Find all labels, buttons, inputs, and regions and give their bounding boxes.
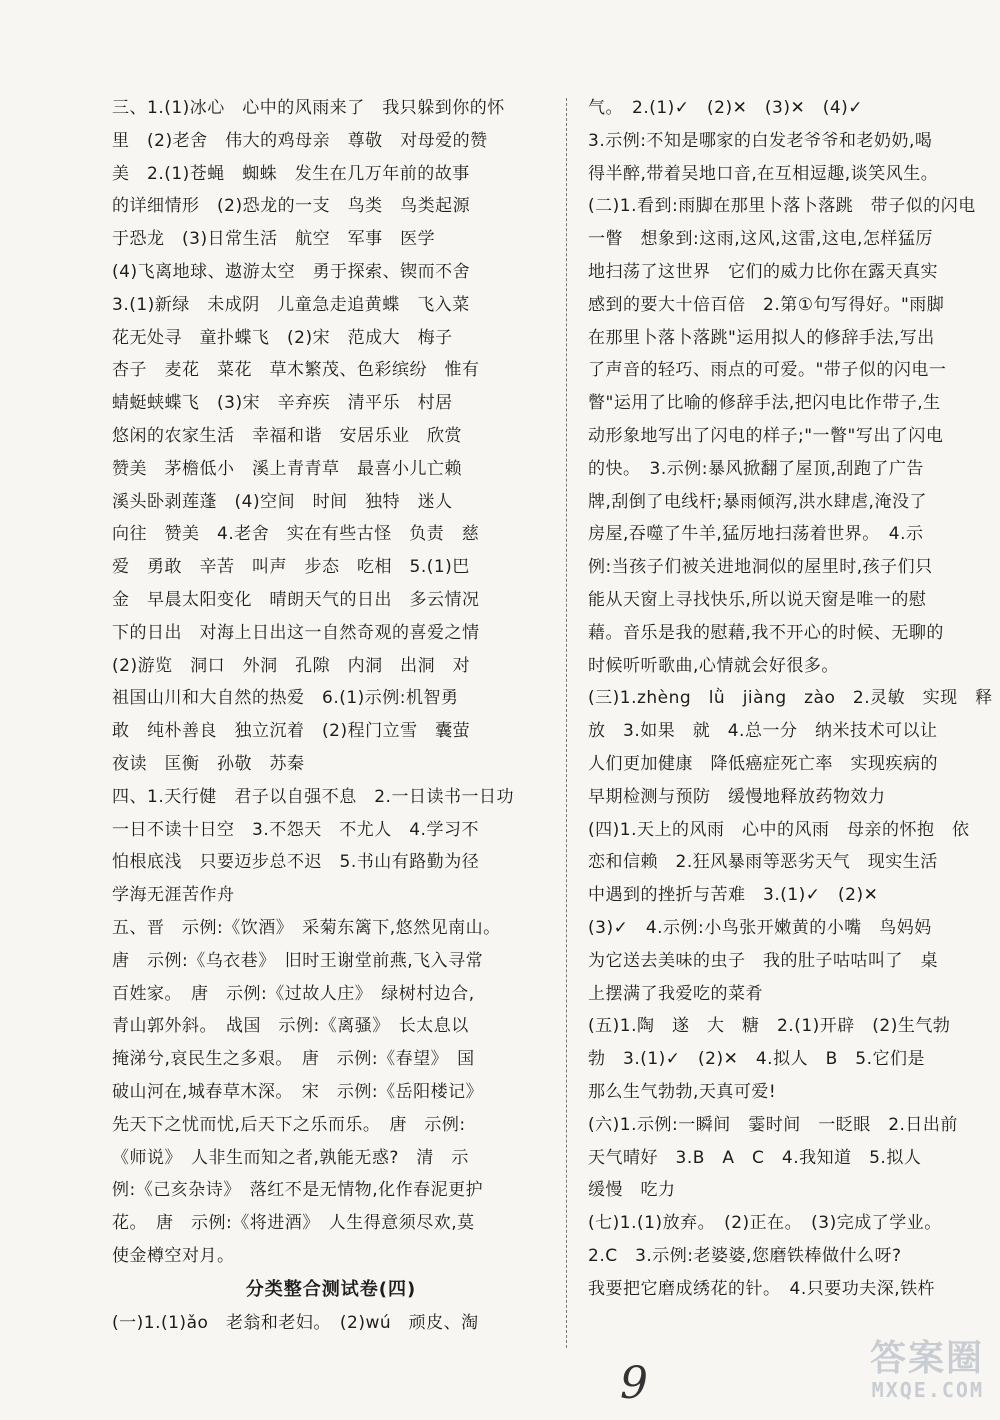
text-line: 百姓家。 唐 示例:《过故人庄》 绿树村边合,: [112, 983, 475, 1004]
text-line: 四、1.天行健 君子以自强不息 2.一日读书一日功: [112, 786, 514, 807]
text-line: (3)✓ 4.示例:小鸟张开嫩黄的小嘴 鸟妈妈: [588, 917, 932, 938]
text-line: 的详细情形 (2)恐龙的一支 鸟类 鸟类起源: [112, 196, 471, 217]
text-line: 2.C 3.示例:老婆婆,您磨铁棒做什么呀?: [588, 1245, 902, 1266]
text-line: 缓慢 吃力: [588, 1180, 676, 1201]
text-line: 地扫荡了这世界 它们的威力比你在露天真实: [588, 261, 938, 282]
text-line: 上摆满了我爱吃的菜肴: [588, 983, 763, 1004]
page-number: 9: [620, 1358, 648, 1409]
text-line: (六)1.示例:一瞬间 霎时间 一眨眼 2.日出前: [588, 1114, 958, 1135]
text-line: 破山河在,城春草木深。 宋 示例:《岳阳楼记》: [112, 1081, 484, 1102]
text-line: 怕根底浅 只要迈步总不迟 5.书山有路勤为径: [112, 852, 480, 873]
text-line: 气。 2.(1)✓ (2)✕ (3)✕ (4)✓: [588, 98, 864, 118]
text-line: (三)1.zhèng lǜ jiàng zào 2.灵敏 实现 释: [588, 688, 993, 709]
text-line: 先天下之忧而忧,后天下之乐而乐。 唐 示例:: [112, 1114, 466, 1135]
text-line: 瞥"运用了比喻的修辞手法,把闪电比作带子,生: [588, 393, 941, 414]
text-line: 能从天窗上寻找快乐,所以说天窗是唯一的慰: [588, 589, 927, 610]
text-line: 一日不读十日空 3.不怨天 不尤人 4.学习不: [112, 819, 479, 840]
text-line: 敢 纯朴善良 独立沉着 (2)程门立雪 囊萤: [112, 721, 471, 742]
text-line: 中遇到的挫折与苦难 3.(1)✓ (2)✕: [588, 885, 879, 906]
text-line: 天气晴好 3.B A C 4.我知道 5.拟人: [588, 1147, 922, 1168]
text-line: 金 早晨太阳变化 晴朗天气的日出 多云情况: [112, 589, 480, 610]
text-line: 蜻蜓蛱蝶飞 (3)宋 辛弃疾 清平乐 村居: [112, 393, 453, 414]
column-divider: [566, 98, 568, 1348]
text-line: 恋和信赖 2.狂风暴雨等恶劣天气 现实生活: [588, 852, 938, 873]
text-line: 例:当孩子们被关进地洞似的屋里时,孩子们只: [588, 557, 933, 578]
text-line: 勃 3.(1)✓ (2)✕ 4.拟人 B 5.它们是: [588, 1049, 925, 1070]
text-line: 一瞥 想象到:这雨,这风,这雷,这电,怎样猛厉: [588, 229, 933, 250]
text-line: 为它送去美味的虫子 我的肚子咕咕叫了 桌: [588, 950, 938, 971]
text-line: 青山郭外斜。 战国 示例:《离骚》 长太息以: [112, 1016, 469, 1037]
right-answer-column: [588, 92, 1000, 1305]
watermark-url: MXQE.COM: [871, 1378, 984, 1402]
watermark-logo: [834, 1330, 984, 1410]
text-line: 动形象地写出了闪电的样子;"一瞥"写出了闪电: [588, 425, 944, 446]
text-line: 祖国山川和大自然的热爱 6.(1)示例:机智勇: [112, 688, 459, 709]
left-answer-column: [112, 92, 550, 1339]
text-line: 花无处寻 童扑蝶飞 (2)宋 范成大 梅子: [112, 327, 453, 348]
text-line: 3.示例:不知是哪家的白发老爷爷和老奶奶,喝: [588, 130, 933, 151]
text-line: 我要把它磨成绣花的针。 4.只要功夫深,铁杵: [588, 1278, 936, 1299]
text-line: 例:《己亥杂诗》 落红不是无情物,化作春泥更护: [112, 1180, 484, 1201]
text-line: 爱 勇敢 辛苦 叫声 步态 吃相 5.(1)巴: [112, 557, 470, 578]
text-line: 那么生气勃勃,天真可爱!: [588, 1081, 777, 1102]
text-line: (一)1.(1)ǎo 老翁和老妇。 (2)wú 顽皮、淘: [112, 1312, 479, 1333]
text-line: 悠闲的农家生活 幸福和谐 安居乐业 欣赏: [112, 425, 462, 446]
text-line: 五、晋 示例:《饮酒》 采菊东篱下,悠然见南山。: [112, 917, 501, 938]
text-line: 学海无涯苦作舟: [112, 885, 235, 906]
text-line: (4)飞离地球、遨游太空 勇于探索、锲而不舍: [112, 261, 471, 282]
text-line: 唐 示例:《乌衣巷》 旧时王谢堂前燕,飞入寻常: [112, 950, 484, 971]
text-line: (五)1.陶 遂 大 糖 2.(1)开辟 (2)生气勃: [588, 1016, 951, 1037]
text-line: (七)1.(1)放弃。 (2)正在。 (3)完成了学业。: [588, 1213, 942, 1234]
left-answer-lines: [112, 92, 550, 1273]
text-line: 溪头卧剥莲蓬 (4)空间 时间 独特 迷人: [112, 491, 453, 512]
text-line: 得半醉,带着吴地口音,在互相逗趣,谈笑风生。: [588, 163, 939, 184]
text-line: 美 2.(1)苍蝇 蜘蛛 发生在几万年前的故事: [112, 163, 470, 184]
text-line: 时候听听歌曲,心情就会好很多。: [588, 655, 839, 676]
text-line: 感到的要大十倍百倍 2.第①句写得好。"雨脚: [588, 294, 945, 315]
text-line: 人们更加健康 降低癌症死亡率 实现疾病的: [588, 753, 938, 774]
text-line: 里 (2)老舍 伟大的鸡母亲 尊敬 对母爱的赞: [112, 130, 488, 151]
text-line: 在那里卜落卜落跳"运用拟人的修辞手法,写出: [588, 327, 935, 348]
text-line: (二)1.看到:雨脚在那里卜落卜落跳 带子似的闪电: [588, 196, 976, 217]
text-line: 使金樽空对月。: [112, 1245, 235, 1266]
text-line: 赞美 茅檐低小 溪上青青草 最喜小儿亡赖: [112, 458, 462, 479]
text-line: 向往 赞美 4.老舍 实在有些古怪 负责 慈: [112, 524, 480, 545]
text-line: 于恐龙 (3)日常生活 航空 军事 医学: [112, 229, 436, 250]
text-line: 房屋,吞噬了牛羊,猛厉地扫荡着世界。 4.示: [588, 524, 924, 545]
text-line: 早期检测与预防 缓慢地释放药物效力: [588, 786, 886, 807]
watermark-text: 答案圈: [869, 1338, 984, 1379]
text-line: 下的日出 对海上日出这一自然奇观的喜爱之情: [112, 622, 480, 643]
text-line: 花。 唐 示例:《将进酒》 人生得意须尽欢,莫: [112, 1213, 475, 1234]
text-line: 《师说》 人非生而知之者,孰能无惑? 清 示: [112, 1147, 469, 1168]
text-line: 藉。音乐是我的慰藉,我不开心的时候、无聊的: [588, 622, 944, 643]
text-line: 的快。 3.示例:暴风掀翻了屋顶,刮跑了广告: [588, 458, 924, 479]
text-line: 掩涕兮,哀民生之多艰。 唐 示例:《春望》 国: [112, 1049, 475, 1070]
text-line: 杏子 麦花 菜花 草木繁茂、色彩缤纷 惟有: [112, 360, 480, 381]
text-line: 了声音的轻巧、雨点的可爱。"带子似的闪电一: [588, 360, 947, 381]
text-line: 牌,刮倒了电线杆;暴雨倾泻,洪水肆虐,淹没了: [588, 491, 927, 512]
section-title: 分类整合测试卷(四): [245, 1278, 417, 1300]
text-line: 夜读 匡衡 孙敬 苏秦: [112, 753, 305, 774]
text-line: (四)1.天上的风雨 心中的风雨 母亲的怀抱 依: [588, 819, 970, 840]
text-line: 三、1.(1)冰心 心中的风雨来了 我只躲到你的怀: [112, 98, 505, 118]
text-line: 放 3.如果 就 4.总一分 纳米技术可以让: [588, 721, 938, 742]
text-line: 3.(1)新绿 未成阴 儿童急走追黄蝶 飞入菜: [112, 294, 470, 315]
text-line: (2)游览 洞口 外洞 孔隙 内洞 出洞 对: [112, 655, 471, 676]
